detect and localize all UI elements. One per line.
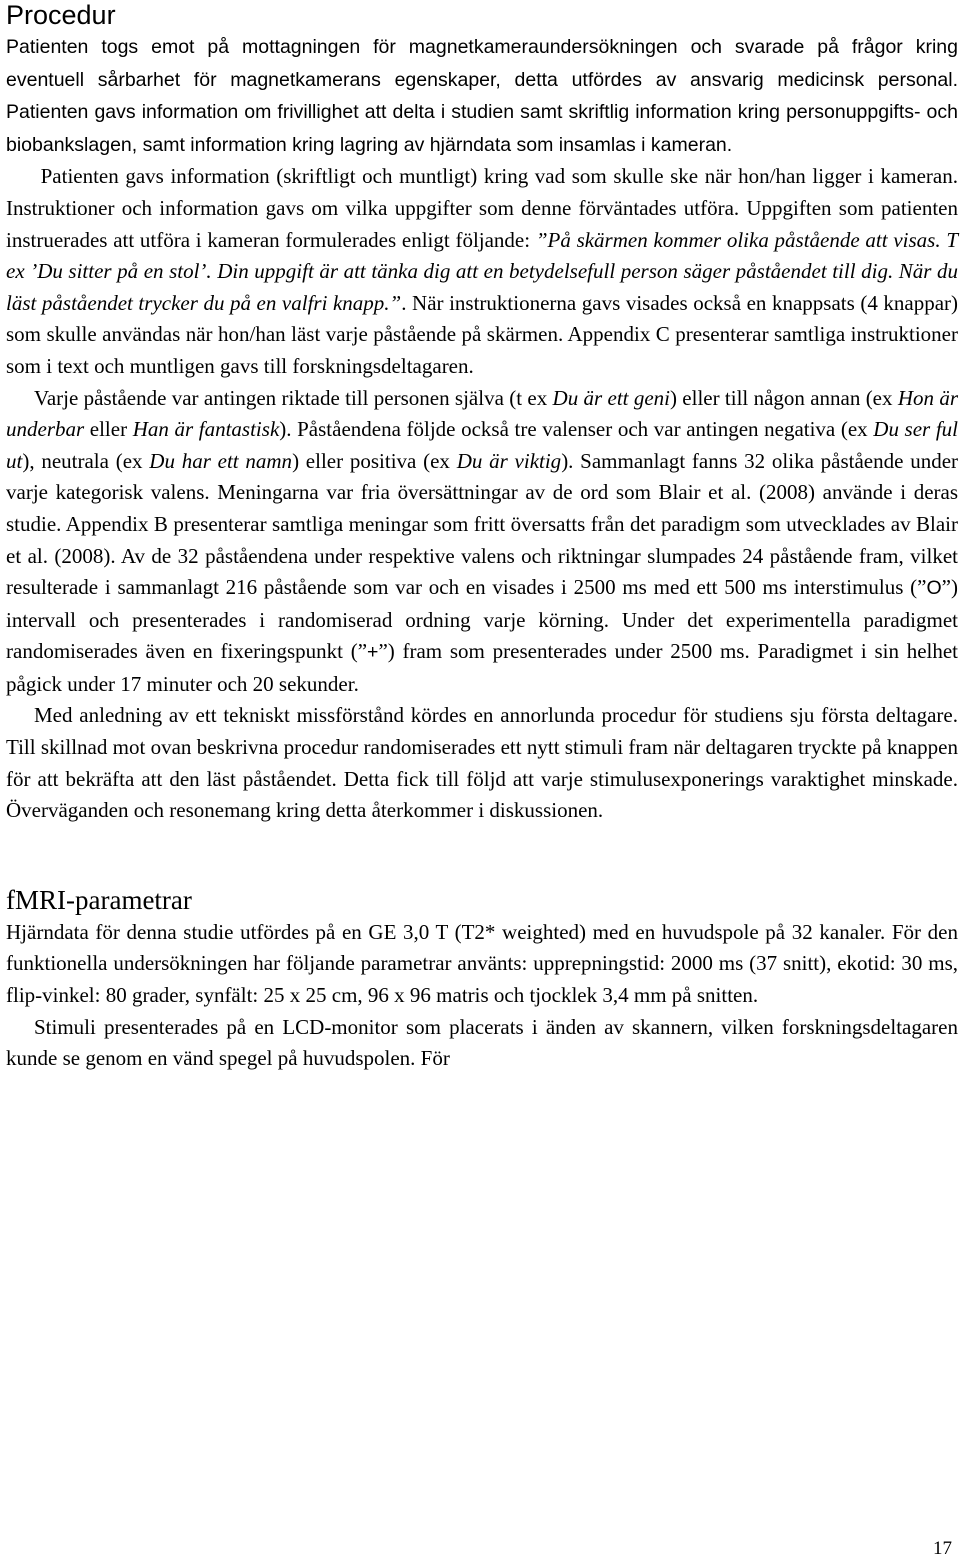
example-italic: Han är fantastisk (132, 417, 280, 442)
paragraph-text: ) eller till någon annan (ex (669, 385, 898, 410)
paragraph-text: . När instruktionerna gavs visades också en knappsats (4 knappar) som skulle användas när hon/han läst varje påstående på skärmen. Appendix C presenterar samtliga instruktioner som i text och muntligen gavs till forskningsdeltagaren. (6, 290, 959, 378)
paragraph-instructions (6, 31, 958, 383)
italic-instruction-quote: ”På skärmen kommer olika påstående att visas. T ex ’Du sitter på en stol’. Din uppgift är att tänka dig att en betydelsefull person säger påståendet till dig. När du läst påståendet trycker du på en valfri knapp.” (6, 227, 958, 315)
interstimulus-symbol: O (926, 577, 942, 600)
page-number: 17 (933, 1538, 952, 1559)
paragraph-text: eller (84, 417, 133, 442)
paragraph-text: Varje påstående var antingen riktade till personen själva (t ex (34, 385, 553, 410)
paragraph-text: ). Påståendena följde också tre valenser och var antingen negativa (ex (279, 417, 874, 442)
example-italic: Du har ett namn (149, 448, 293, 473)
section-heading-fmri-parametrar: fMRI-parametrar (6, 884, 192, 915)
document-page (6, 0, 958, 1075)
example-italic: Du är ett geni (552, 385, 670, 410)
example-italic: Hon är underbar (6, 385, 958, 442)
paragraph-statements (6, 383, 958, 701)
paragraph-procedure-difference: Med anledning av ett tekniskt missförstånd kördes en annorlunda procedur för studiens sju första deltagare. Till skillnad mot ovan beskrivna procedur randomiserades ett nytt stimuli fram när deltagaren tryckte på knappen för att bekräfta att den läst påståendet. Detta fick till följd att varje stimulusexponerings varaktighet minskade. Överväganden och resonemang kring detta återkommer i diskussionen. (6, 703, 958, 823)
paragraph-text: ”) fram som presenterades under 2500 ms. Paradigmet i sin helhet pågick under 17 minuter och 20 sekunder. (6, 639, 959, 696)
paragraph-text: ). Sammanlagt fanns 32 olika påstående under varje kategorisk valens. Meningarna var fria översättningar av de ord som Blair et al. (2008) använde i deras studie. Appendix B presenterar samtliga meningar som fritt översatts från det paradigm som utvecklades av Blair et al. (2008). Av de 32 påståendena under respektive valens och riktningar slumpades 24 påstående fram, vilket resulterade i sammanlagt 216 påstående som var och en visades i 2500 ms med ett 500 ms interstimulus (” (6, 448, 959, 600)
paragraph-text: Patienten gavs information (skriftligt och muntligt) kring vad som skulle ske när hon/han ligger i kameran. Instruktioner och information gavs om vilka uppgifter som denne förväntades utföra. Uppgiften som patienten instruerades att utföra i kameran formulerades enligt följande: (6, 164, 958, 252)
paragraph-text-sans: Patienten gavs information om frivillighet att delta i studien samt skriftlig information kring personuppgifts- och biobankslagen, samt information kring lagring av hjärndata som insamlas i kameran. (6, 101, 958, 156)
example-italic: Du är viktig (456, 448, 562, 473)
paragraph-fmri-parameters: Hjärndata för denna studie utfördes på en GE 3,0 T (T2* weighted) med en huvudspole på 32 kanaler. För den funktionella undersökningen har följande parametrar använts: upprepningstid: 2000 ms (37 snitt), ekotid: 30 ms, flip-vinkel: 80 grader, synfält: 25 x 25 cm, 96 x 96 matris och tjocklek 3,4 mm på snitten. (6, 919, 958, 1008)
example-italic: Du ser ful ut (6, 417, 958, 473)
paragraph-text: ”) intervall och presenterades i randomiserad ordning varje körning. Under det experimentella paradigmet randomiserades även en fixeringspunkt (” (6, 575, 958, 664)
paragraph-text: ), neutrala (ex (22, 448, 150, 473)
paragraph-text-sans: Patienten togs emot på mottagningen för magnetkameraundersökningen och svarade på frågor kring eventuell sårbarhet för magnetkamerans egenskaper, detta utfördes av ansvarig medicinsk personal. (6, 36, 958, 91)
paragraph-text: ) eller positiva (ex (292, 448, 457, 473)
fixation-symbol: + (367, 641, 379, 664)
paragraph-stimuli-presentation: Stimuli presenterades på en LCD-monitor som placerats i änden av skannern, vilken forskningsdeltagaren kunde se genom en vänd spegel på huvudspolen. För (6, 1014, 958, 1071)
section-heading-procedur: Procedur (6, 0, 116, 30)
